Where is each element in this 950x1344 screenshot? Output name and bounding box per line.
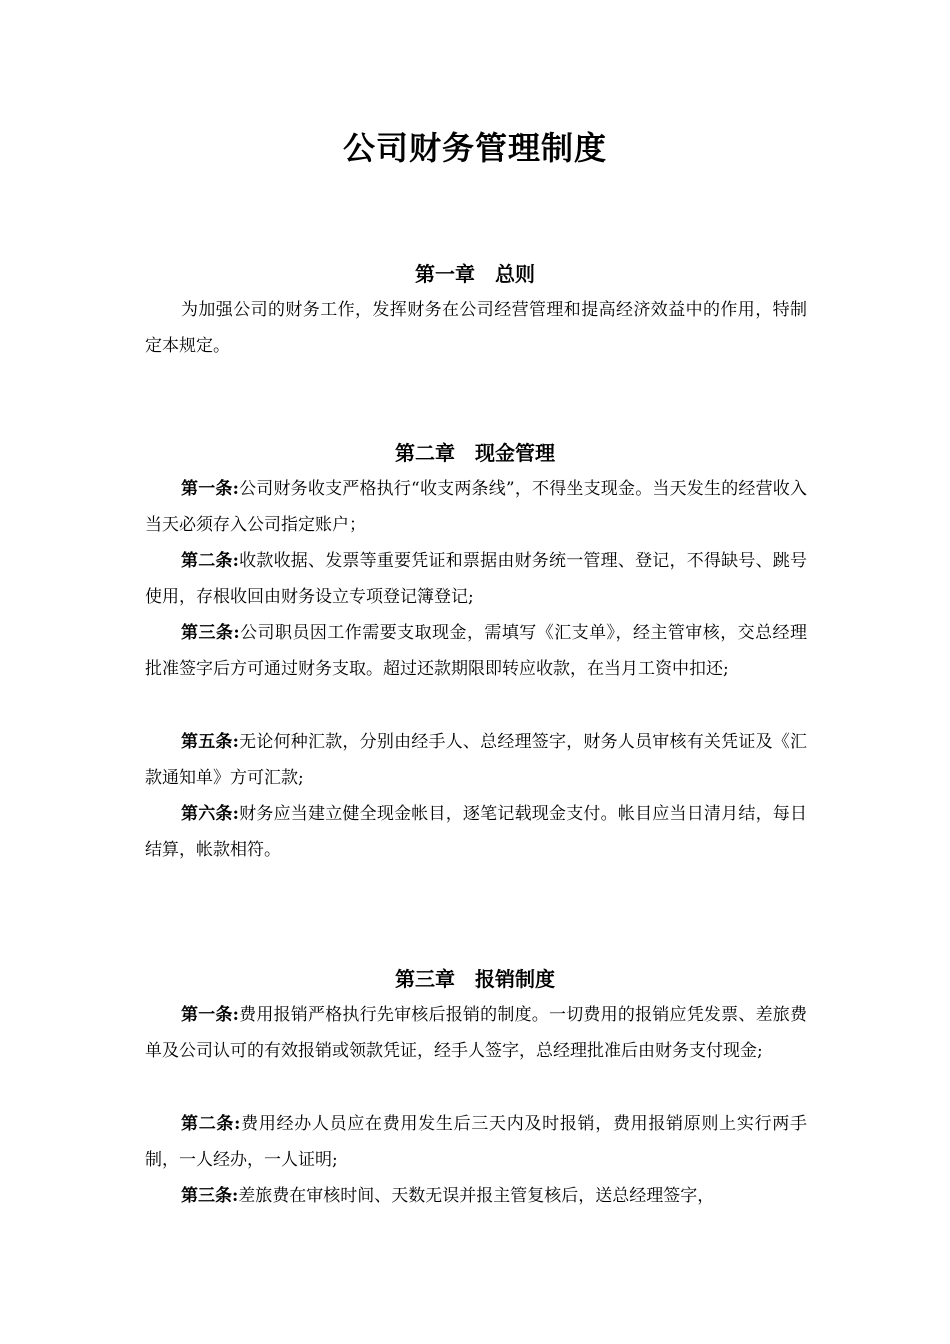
chapter-2-article-6 [145,796,807,868]
article-text: 费用经办人员应在费用发生后三天内及时报销，费用报销原则上实行两手制，一人经办，一人证明; [145,1114,808,1170]
chapter-3-article-1 [145,997,807,1069]
article-text: 公司财务收支严格执行“收支两条线”，不得坐支现金。当天发生的经营收入当天必须存入公司指定账户； [145,479,807,535]
article-label: 第二条: [181,551,239,571]
document-title: 公司财务管理制度 [342,129,607,167]
chapter-heading-1: 第一章 总则 [415,262,535,286]
article-label: 第二条: [181,1114,241,1134]
chapter-3-article-2 [145,1106,807,1178]
chapter-3-article-3 [145,1178,807,1214]
article-text: 无论何种汇款，分别由经手人、总经理签字，财务人员审核有关凭证及《汇款通知单》方可汇款; [145,732,807,788]
article-text: 公司职员因工作需要支取现金，需填写《汇支单》，经主管审核，交总经理批准签字后方可通过财务支取。超过还款期限即转应收款，在当月工资中扣还; [145,623,808,679]
chapter-1-paragraph-1 [145,292,807,364]
article-text: 收款收据、发票等重要凭证和票据由财务统一管理、登记，不得缺号、跳号使用，存根收回由财务设立专项登记簿登记; [145,551,807,607]
chapter-heading-2: 第二章 现金管理 [395,441,555,465]
chapter-2-article-1 [145,471,807,543]
article-label: 第六条: [181,804,239,824]
article-text: 财务应当建立健全现金帐目，逐笔记载现金支付。帐目应当日清月结，每日结算，帐款相符。 [145,804,807,860]
chapter-2-article-2 [145,543,807,615]
chapter-2-article-5 [145,724,807,796]
article-label: 第一条: [181,479,239,499]
article-text: 费用报销严格执行先审核后报销的制度。一切费用的报销应凭发票、差旅费单及公司认可的有效报销或领款凭证，经手人签字，总经理批准后由财务支付现金; [145,1005,807,1061]
article-text: 为加强公司的财务工作，发挥财务在公司经营管理和提高经济效益中的作用，特制定本规定。 [145,300,807,356]
article-label: 第三条: [181,623,240,643]
chapter-2-article-3 [145,615,807,687]
chapter-heading-3: 第三章 报销制度 [395,967,555,991]
article-label: 第三条: [181,1186,239,1206]
article-label: 第五条: [181,732,239,752]
article-label: 第一条: [181,1005,239,1025]
article-text: 差旅费在审核时间、天数无误并报主管复核后，送总经理签字， [238,1186,715,1206]
